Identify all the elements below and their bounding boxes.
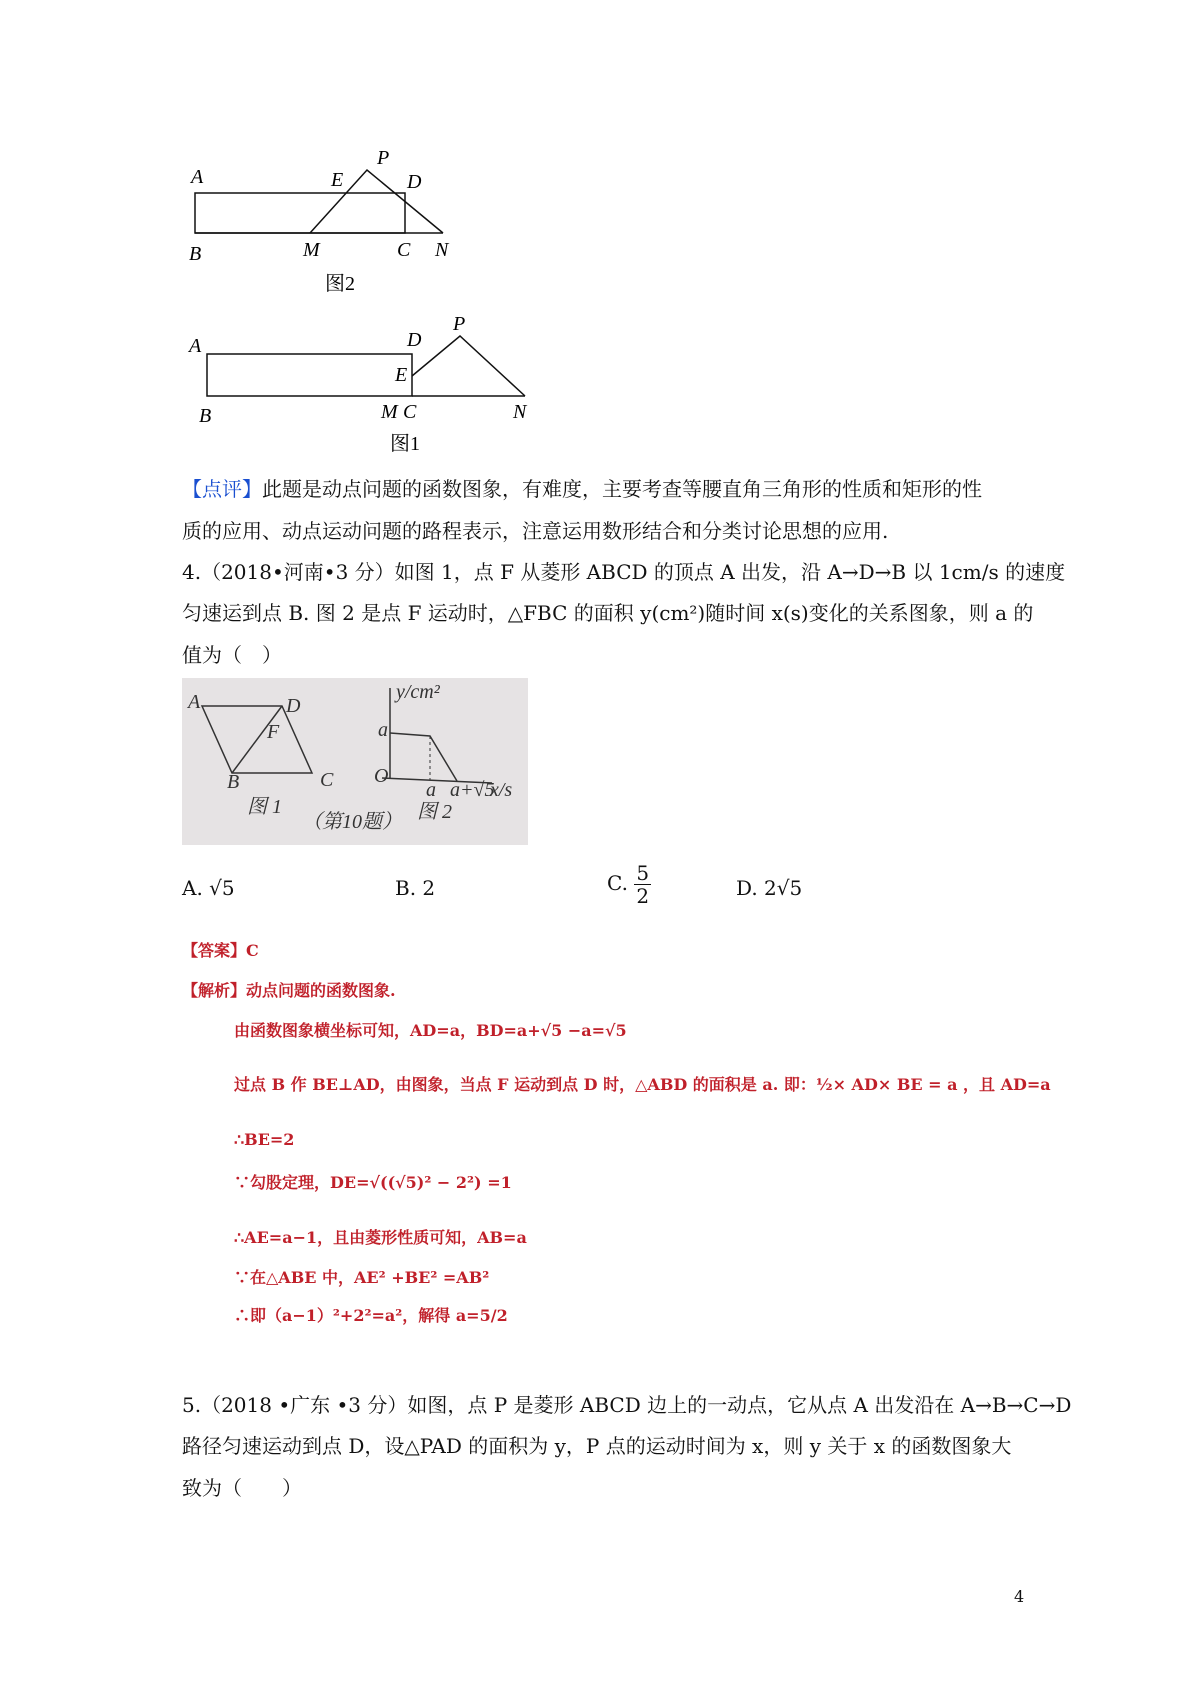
svg-text:D: D <box>407 329 422 351</box>
question-4-line-3: 值为（ ） <box>182 643 282 667</box>
analysis-line: ∵勾股定理，DE=√((√5)² − 2²) =1 <box>234 1173 512 1192</box>
svg-text:M: M <box>303 239 320 261</box>
svg-text:图 2: 图 2 <box>417 801 452 823</box>
option-b: B. 2 <box>395 876 436 900</box>
question-5-line-3: 致为（ ） <box>182 1476 302 1500</box>
question-4-photo <box>182 678 528 845</box>
svg-text:图2: 图2 <box>325 273 355 295</box>
svg-text:B: B <box>227 771 240 793</box>
svg-text:C: C <box>403 401 417 423</box>
option-d: D. 2√5 <box>736 876 803 900</box>
question-4-line-1: 4.（2018•河南•3 分）如图 1，点 F 从菱形 ABCD 的顶点 A 出发，沿 A→D→B 以 1cm/s 的速度 <box>182 560 1066 584</box>
answer: 【答案】C <box>182 941 259 960</box>
option-a: A. √5 <box>182 876 235 900</box>
figure-1 <box>185 306 535 456</box>
svg-text:D: D <box>407 171 422 193</box>
analysis-line: 由函数图象横坐标可知，AD=a，BD=a+√5 −a=√5 <box>234 1021 627 1040</box>
svg-text:C: C <box>397 239 411 261</box>
svg-text:A: A <box>188 691 201 713</box>
svg-text:F: F <box>267 721 280 743</box>
analysis-line: ∵在△ABE 中，AE² +BE² =AB² <box>234 1268 490 1287</box>
analysis-line: ∴AE=a−1，且由菱形性质可知，AB=a <box>234 1228 527 1247</box>
question-5-line-1: 5.（2018 •广东 •3 分）如图，点 P 是菱形 ABCD 边上的一动点，它从点 A 出发沿在 A→B→C→D <box>182 1393 1072 1417</box>
svg-text:图1: 图1 <box>390 433 420 455</box>
svg-text:E: E <box>395 364 408 386</box>
option-c: C. $\frac{5}{2}$ <box>607 861 650 908</box>
question-5-line-2: 路径匀速运动到点 D，设△PAD 的面积为 y，P 点的运动时间为 x，则 y 关于 x 的函数图象大 <box>182 1434 1012 1458</box>
svg-text:x/s: x/s <box>490 779 513 801</box>
page-number: 4 <box>1014 1587 1025 1606</box>
svg-text:N: N <box>513 401 527 423</box>
comment-line-1: 【点评】此题是动点问题的函数图象，有难度，主要考查等腰直角三角形的性质和矩形的性 <box>182 477 982 501</box>
svg-text:P: P <box>377 148 390 169</box>
svg-text:C: C <box>320 769 334 791</box>
svg-text:D: D <box>286 695 301 717</box>
svg-text:O: O <box>374 765 389 787</box>
svg-text:（第10题）: （第10题） <box>302 811 402 833</box>
analysis-line: ∴BE=2 <box>234 1130 295 1149</box>
svg-text:y/cm²: y/cm² <box>396 681 440 703</box>
svg-text:a+√5: a+√5 <box>450 779 495 801</box>
svg-text:E: E <box>331 169 344 191</box>
svg-text:P: P <box>453 313 466 335</box>
question-4-line-2: 匀速运到点 B. 图 2 是点 F 运动时，△FBC 的面积 y(cm²)随时间 x(s)变化的关系图象，则 a 的 <box>182 601 1034 625</box>
analysis-title: 【解析】动点问题的函数图象. <box>182 981 396 1000</box>
svg-text:B: B <box>189 243 202 265</box>
svg-text:图 1: 图 1 <box>247 796 282 818</box>
svg-text:N: N <box>435 239 449 261</box>
svg-text:A: A <box>191 166 204 188</box>
svg-text:B: B <box>199 405 212 427</box>
svg-text:a: a <box>378 719 388 741</box>
svg-text:A: A <box>189 335 202 357</box>
figure-2 <box>185 148 455 298</box>
analysis-line: ∴即（a−1）²+2²=a²，解得 a=5/2 <box>234 1306 508 1325</box>
comment-line-2: 质的应用、动点运动问题的路程表示，注意运用数形结合和分类讨论思想的应用. <box>182 519 889 543</box>
svg-text:a: a <box>426 779 436 801</box>
analysis-line: 过点 B 作 BE⊥AD，由图象，当点 F 运动到点 D 时，△ABD 的面积是 a. 即：½× AD× BE = a ，且 AD=a <box>234 1075 1051 1094</box>
svg-text:M: M <box>381 401 398 423</box>
